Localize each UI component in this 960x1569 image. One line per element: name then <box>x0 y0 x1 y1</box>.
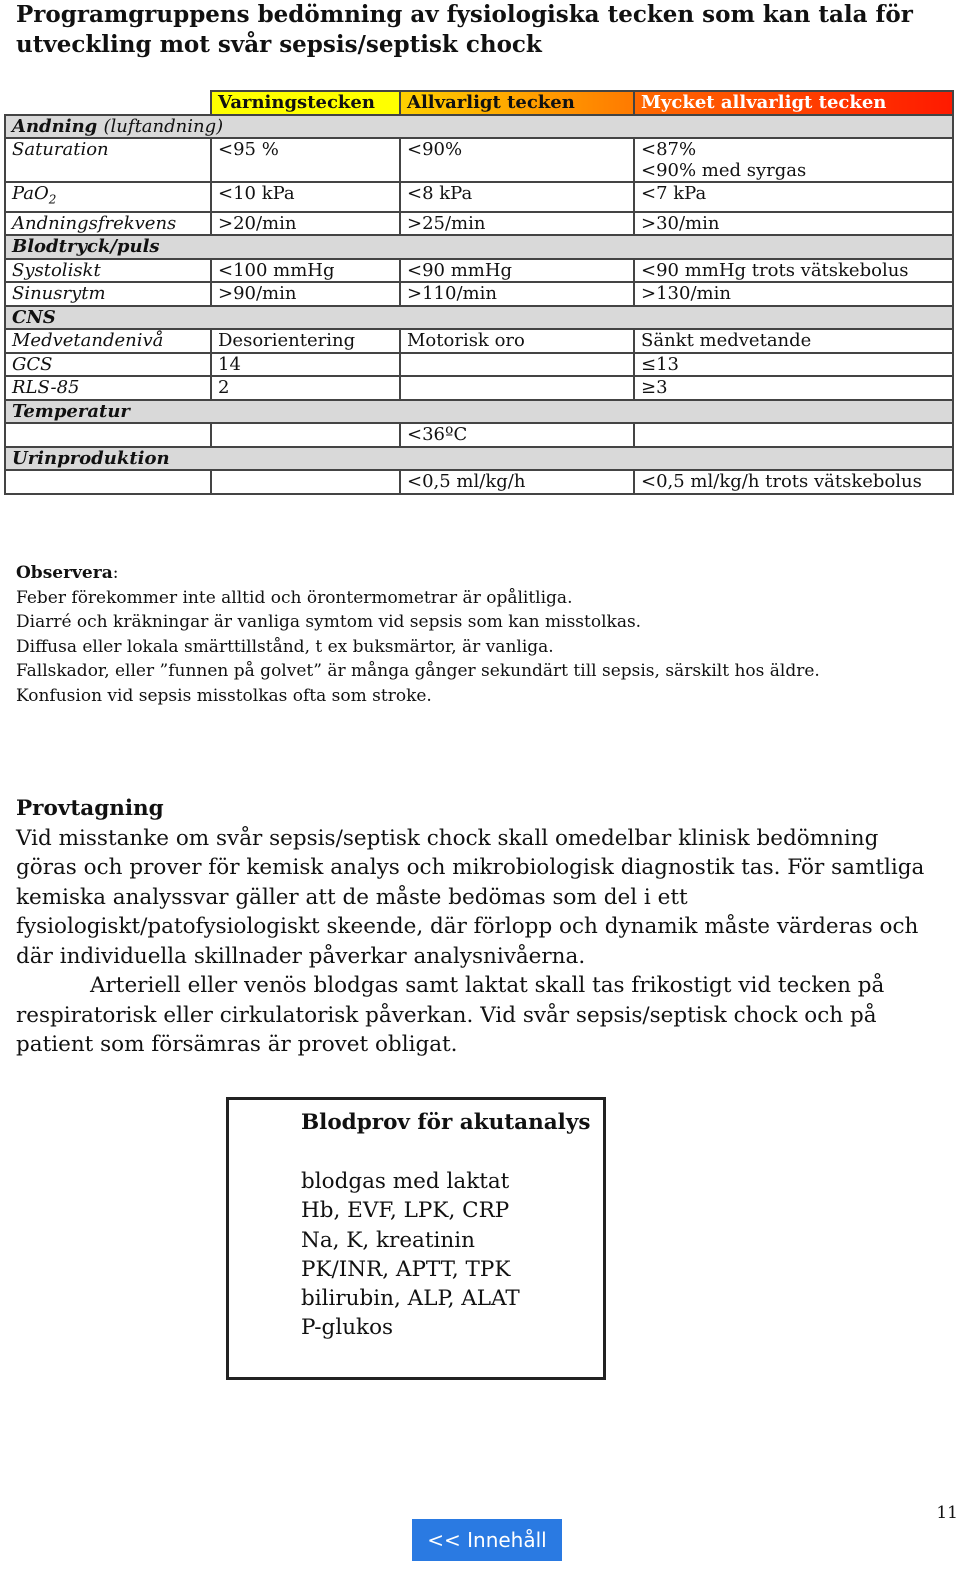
table-row <box>5 376 953 400</box>
cell-serious: <90% <box>400 138 634 182</box>
list-item: Na, K, kreatinin <box>301 1227 475 1253</box>
row-label <box>5 423 211 447</box>
cell-very-serious <box>634 423 953 447</box>
provtagning-paragraph: Arteriell eller venös blodgas samt laktat skall tas frikostigt vid tecken på respiratorisk eller cirkulatorisk påverkan. Vid svår sepsis/septisk chock och på patient som försämras är provet obligat. <box>16 973 885 1057</box>
table-row <box>5 138 953 182</box>
list-item: bilirubin, ALP, ALAT <box>301 1286 520 1312</box>
cell-very-serious: <90 mmHg trots vätskebolus <box>634 259 953 283</box>
list-item: Hb, EVF, LPK, CRP <box>301 1198 510 1224</box>
row-label: Medvetandenivå <box>5 329 211 353</box>
list-item: P-glukos <box>301 1315 394 1341</box>
section-label: Urinproduktion <box>5 447 953 471</box>
table-row <box>5 212 953 236</box>
section-sublabel: (luftandning) <box>103 115 224 137</box>
section-temperatur <box>5 400 953 424</box>
row-label: GCS <box>5 353 211 377</box>
row-label <box>5 470 211 494</box>
cell-serious: <8 kPa <box>400 182 634 212</box>
section-label: Blodtryck/puls <box>5 235 953 259</box>
page-number: 11 <box>936 1503 958 1523</box>
contents-nav-button[interactable]: << Innehåll <box>412 1519 562 1561</box>
table-row <box>5 470 953 494</box>
assessment-table <box>4 90 954 495</box>
section-label: Andning <box>12 115 98 137</box>
table-row <box>5 423 953 447</box>
table-row <box>5 353 953 377</box>
section-label: Temperatur <box>5 400 953 424</box>
header-very-serious: Mycket allvarligt tecken <box>634 91 953 115</box>
observe-line: Diffusa eller lokala smärttillstånd, t ex buksmärtor, är vanliga. <box>16 636 554 657</box>
cell-serious: >110/min <box>400 282 634 306</box>
table-row <box>5 182 953 212</box>
cell-very-serious: <0,5 ml/kg/h trots vätskebolus <box>634 470 953 494</box>
cell-serious: <36ºC <box>400 423 634 447</box>
row-label: Systoliskt <box>5 259 211 283</box>
cell-very-serious: ≤13 <box>634 353 953 377</box>
cell-warning: >20/min <box>211 212 400 236</box>
cell-line: <90% med syrgas <box>641 160 807 181</box>
observe-colon: : <box>112 563 119 583</box>
observe-section <box>16 561 820 708</box>
table-row <box>5 329 953 353</box>
cell-very-serious <box>634 138 953 182</box>
list-item: PK/INR, APTT, TPK <box>301 1256 511 1282</box>
cell-warning: 14 <box>211 353 400 377</box>
table-row <box>5 259 953 283</box>
observe-heading: Observera <box>16 563 113 583</box>
list-item: blodgas med laktat <box>301 1169 510 1194</box>
cell-very-serious: >30/min <box>634 212 953 236</box>
observe-line: Fallskador, eller ”funnen på golvet” är många gånger sekundärt till sepsis, särskilt hos äldre. <box>16 661 820 681</box>
cell-warning: <100 mmHg <box>211 259 400 283</box>
header-warning: Varningstecken <box>211 91 400 115</box>
observe-line: Diarré och kräkningar är vanliga symtom vid sepsis som kan misstolkas. <box>16 612 642 632</box>
section-cns <box>5 306 953 330</box>
observe-heading-line <box>16 561 820 586</box>
table-row <box>5 282 953 306</box>
observe-line: Feber förekommer inte alltid och örontermometrar är opålitliga. <box>16 587 573 608</box>
subscript: 2 <box>48 192 57 207</box>
blood-test-list <box>301 1167 520 1343</box>
row-label: Sinusrytm <box>5 282 211 306</box>
section-urinproduktion <box>5 447 953 471</box>
cell-warning: <95 % <box>211 138 400 182</box>
cell-serious <box>400 376 634 400</box>
section-label: CNS <box>5 306 953 330</box>
provtagning-heading: Provtagning <box>16 796 164 821</box>
cell-warning <box>211 470 400 494</box>
provtagning-section <box>16 794 944 1060</box>
row-label: PaO$_2$ <box>5 182 211 212</box>
table-header-row <box>5 91 953 115</box>
row-label: Saturation <box>5 138 211 182</box>
cell-serious: Motorisk oro <box>400 329 634 353</box>
cell-very-serious: ≥3 <box>634 376 953 400</box>
blood-test-heading: Blodprov för akutanalys <box>301 1110 591 1135</box>
cell-very-serious: Sänkt medvetande <box>634 329 953 353</box>
cell-line: <87% <box>641 139 697 160</box>
cell-serious: >25/min <box>400 212 634 236</box>
page-title: Programgruppens bedömning av fysiologiska tecken som kan tala för utveckling mot svår sepsis/septisk chock <box>16 1 913 58</box>
cell-warning: Desorientering <box>211 329 400 353</box>
row-label: RLS-85 <box>5 376 211 400</box>
cell-warning <box>211 423 400 447</box>
cell-very-serious: >130/min <box>634 282 953 306</box>
cell-very-serious: <7 kPa <box>634 182 953 212</box>
cell-serious: <90 mmHg <box>400 259 634 283</box>
provtagning-paragraph: Vid misstanke om svår sepsis/septisk chock skall omedelbar klinisk bedömning göras och prover för kemisk analys och mikrobiologisk diagnostik tas. För samtliga kemiska analyssvar gäller att de måste bedömas som del i ett fysiologiskt/patofysiologiskt skeende, där förlopp och dynamik måste värderas och där individuella skillnader påverkar analysnivåerna. <box>16 825 925 969</box>
cell-warning: <10 kPa <box>211 182 400 212</box>
header-blank-cell <box>5 91 211 115</box>
observe-line: Konfusion vid sepsis misstolkas ofta som stroke. <box>16 685 432 706</box>
cell-warning: >90/min <box>211 282 400 306</box>
row-label: Andningsfrekvens <box>5 212 211 236</box>
header-serious: Allvarligt tecken <box>400 91 634 115</box>
cell-warning: 2 <box>211 376 400 400</box>
section-andning <box>5 115 953 139</box>
cell-serious: <0,5 ml/kg/h <box>400 470 634 494</box>
blood-test-box <box>226 1097 606 1380</box>
cell-serious <box>400 353 634 377</box>
section-blodtryck <box>5 235 953 259</box>
